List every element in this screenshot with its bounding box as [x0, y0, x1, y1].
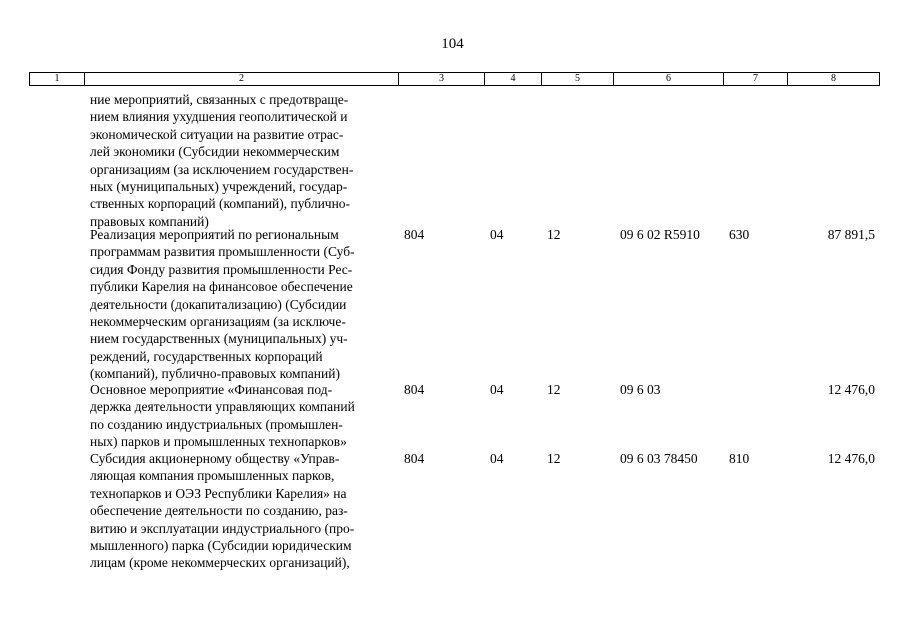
column-header-1: 1 [30, 73, 85, 86]
row-description [90, 91, 395, 230]
cell-amount: 87 891,5 [827, 227, 875, 242]
cell-section-code: 04 [490, 382, 504, 397]
column-header-4: 4 [485, 73, 542, 86]
column-header-2: 2 [85, 73, 399, 86]
cell-subsection-code: 12 [547, 227, 561, 242]
description-line: организациям (за исключением государствен- [90, 161, 354, 177]
description-line: ных (муниципальных) учреждений, государ- [90, 179, 348, 195]
column-header-table [29, 72, 880, 86]
row-description [90, 226, 395, 383]
description-line: по созданию индустриальных (промышлен- [90, 416, 343, 432]
description-line: экономической ситуации на развитие отрас- [90, 126, 344, 142]
description-line: публики Карелия на финансовое обеспечение [90, 279, 353, 295]
description-line: ние мероприятий, связанных с предотвраще- [90, 92, 349, 107]
cell-section-code: 04 [490, 227, 504, 242]
cell-amount: 12 476,0 [827, 382, 875, 397]
row-description [90, 381, 395, 451]
description-line: лицам (кроме некоммерческих организаций), [90, 555, 350, 571]
description-line: Основное мероприятие «Финансовая под- [90, 382, 333, 397]
description-line: лей экономики (Субсидии некоммерческим [90, 144, 340, 160]
cell-amount: 12 476,0 [827, 451, 875, 466]
cell-expense-type: 630 [729, 227, 750, 242]
description-line: деятельности (докапитализацию) (Субсидии [90, 296, 347, 312]
description-line: нием влияния ухудшения геополитической и [90, 109, 348, 125]
description-line: реждений, государственных корпораций [90, 348, 323, 364]
description-line: ляющая компания промышленных парков, [90, 468, 335, 484]
cell-target-article: 09 6 03 [620, 382, 661, 397]
description-line: некоммерческим организациям (за исключе- [90, 314, 346, 330]
cell-expense-type: 810 [729, 451, 750, 466]
description-line: ных) парков и промышленных технопарков» [90, 434, 347, 450]
description-line: сидия Фонду развития промышленности Рес- [90, 261, 353, 277]
description-line: нием государственных (муниципальных) уч- [90, 331, 348, 347]
description-line: Субсидия акционерному обществу «Управ- [90, 451, 340, 466]
cell-ministry-code: 804 [404, 227, 425, 242]
cell-ministry-code: 804 [404, 382, 425, 397]
description-line: держка деятельности управляющих компаний [90, 399, 355, 415]
cell-target-article: 09 6 03 78450 [620, 451, 698, 466]
column-header-5: 5 [542, 73, 614, 86]
cell-ministry-code: 804 [404, 451, 425, 466]
description-line: ственных корпораций (компаний), публично- [90, 196, 351, 212]
column-header-7: 7 [724, 73, 788, 86]
row-description [90, 450, 395, 572]
cell-subsection-code: 12 [547, 382, 561, 397]
description-line: правовых компаний) [90, 213, 209, 229]
description-line: витию и эксплуатации индустриального (про- [90, 520, 355, 536]
cell-target-article: 09 6 02 R5910 [620, 227, 700, 242]
column-header-6: 6 [614, 73, 724, 86]
cell-section-code: 04 [490, 451, 504, 466]
column-header-8: 8 [788, 73, 880, 86]
description-line: (компаний), публично-правовых компаний) [90, 366, 340, 382]
description-line: Реализация мероприятий по региональным [90, 227, 339, 242]
column-header-3: 3 [399, 73, 485, 86]
description-line: мышленного) парка (Субсидии юридическим [90, 538, 352, 554]
cell-subsection-code: 12 [547, 451, 561, 466]
description-line: технопарков и ОЭЗ Республики Карелия» на [90, 485, 347, 501]
description-line: обеспечение деятельности по созданию, раз- [90, 503, 348, 519]
page-number: 104 [441, 36, 464, 52]
description-line: программам развития промышленности (Суб- [90, 244, 355, 260]
